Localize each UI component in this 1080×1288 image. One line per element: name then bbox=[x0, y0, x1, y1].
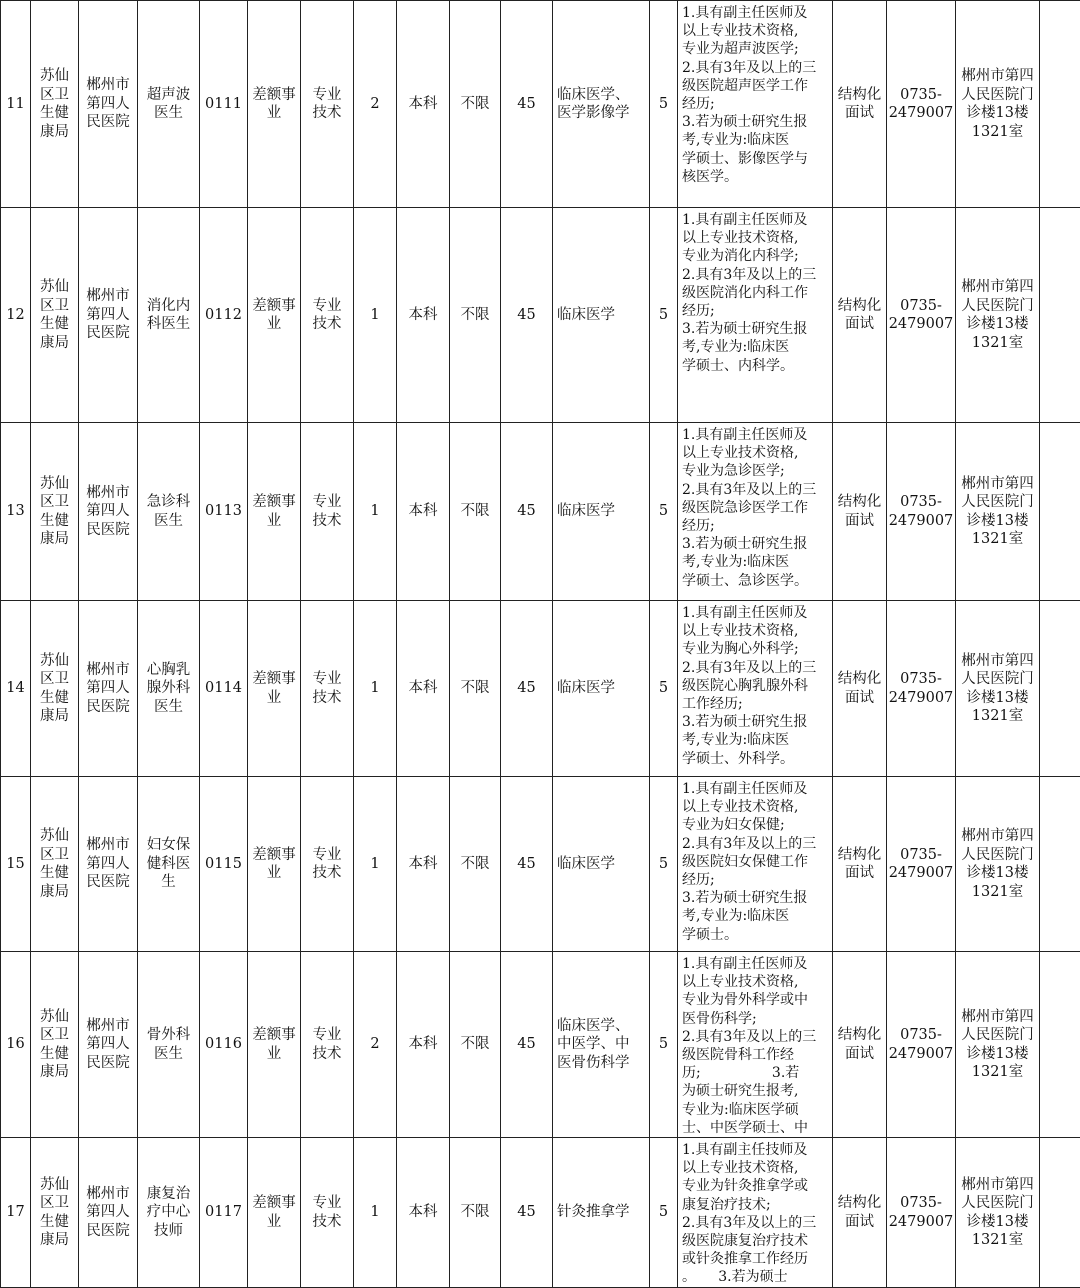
cell-no: 11 bbox=[1, 1, 31, 208]
requirement-line: 1.具有副主任医师及 bbox=[682, 211, 830, 229]
table-row bbox=[1, 777, 1080, 952]
cell-count: 1 bbox=[354, 601, 397, 777]
cell-period: 5 bbox=[650, 1138, 678, 1288]
cell-position: 妇女保 健科医 生 bbox=[138, 777, 200, 952]
cell-exam: 结构化 面试 bbox=[833, 777, 887, 952]
cell-position: 康复治 疗中心 技师 bbox=[138, 1138, 200, 1288]
requirement-line: 学硕士、外科学。 bbox=[682, 750, 830, 768]
cell-phone: 0735- 2479007 bbox=[887, 952, 956, 1138]
table-row bbox=[1, 1, 1080, 208]
cell-exam: 结构化 面试 bbox=[833, 952, 887, 1138]
cell-code: 0113 bbox=[200, 423, 248, 601]
cell-count: 1 bbox=[354, 1138, 397, 1288]
cell-position: 急诊科 医生 bbox=[138, 423, 200, 601]
cell-nature: 差额事 业 bbox=[248, 601, 301, 777]
cell-age: 45 bbox=[501, 601, 553, 777]
requirement-line: 专业为消化内科学; bbox=[682, 247, 830, 265]
cell-code: 0111 bbox=[200, 1, 248, 208]
cell-age: 45 bbox=[501, 423, 553, 601]
requirement-line: 为硕士研究生报考, bbox=[682, 1082, 830, 1100]
cell-age: 45 bbox=[501, 1, 553, 208]
cell-address: 郴州市第四 人民医院门 诊楼13楼 1321室 bbox=[956, 423, 1040, 601]
cell-major: 临床医学 bbox=[553, 601, 650, 777]
cell-period: 5 bbox=[650, 777, 678, 952]
cell-education: 本科 bbox=[397, 208, 450, 423]
requirement-line: 学硕士、内科学。 bbox=[682, 357, 830, 375]
requirement-line: 2.具有3年及以上的三 bbox=[682, 481, 830, 499]
cell-unit: 郴州市 第四人 民医院 bbox=[79, 208, 138, 423]
cell-major: 临床医学 bbox=[553, 208, 650, 423]
cell-bureau: 苏仙 区卫 生健 康局 bbox=[31, 601, 79, 777]
cell-requirements bbox=[678, 777, 833, 952]
cell-category: 专业 技术 bbox=[301, 601, 354, 777]
cell-remarks bbox=[1040, 208, 1080, 423]
cell-education: 本科 bbox=[397, 1, 450, 208]
requirement-line: 专业为:临床医学硕 bbox=[682, 1101, 830, 1119]
requirement-line: 3.若为硕士研究生报 bbox=[682, 713, 830, 731]
requirement-line: 专业为妇女保健; bbox=[682, 816, 830, 834]
requirement-line: 以上专业技术资格, bbox=[682, 22, 830, 40]
cell-remarks bbox=[1040, 1138, 1080, 1288]
cell-requirements bbox=[678, 1138, 833, 1288]
cell-age: 45 bbox=[501, 1138, 553, 1288]
cell-degree: 不限 bbox=[450, 777, 501, 952]
cell-no: 15 bbox=[1, 777, 31, 952]
cell-code: 0117 bbox=[200, 1138, 248, 1288]
requirement-line: 考,专业为:临床医 bbox=[682, 131, 830, 149]
cell-major: 临床医学、 医学影像学 bbox=[553, 1, 650, 208]
cell-position: 超声波 医生 bbox=[138, 1, 200, 208]
cell-category: 专业 技术 bbox=[301, 1138, 354, 1288]
requirement-line: 3.若为硕士研究生报 bbox=[682, 535, 830, 553]
requirement-line: 专业为针灸推拿学或 bbox=[682, 1177, 830, 1195]
cell-requirements bbox=[678, 601, 833, 777]
cell-phone: 0735- 2479007 bbox=[887, 423, 956, 601]
cell-major: 临床医学 bbox=[553, 423, 650, 601]
requirement-line: 1.具有副主任医师及 bbox=[682, 780, 830, 798]
cell-no: 14 bbox=[1, 601, 31, 777]
cell-nature: 差额事 业 bbox=[248, 1138, 301, 1288]
cell-major: 针灸推拿学 bbox=[553, 1138, 650, 1288]
cell-code: 0114 bbox=[200, 601, 248, 777]
requirement-line: 学硕士、影像医学与 bbox=[682, 150, 830, 168]
requirement-line: 以上专业技术资格, bbox=[682, 1159, 830, 1177]
cell-category: 专业 技术 bbox=[301, 952, 354, 1138]
cell-period: 5 bbox=[650, 601, 678, 777]
cell-count: 2 bbox=[354, 1, 397, 208]
requirement-line: 专业为骨外科学或中 bbox=[682, 991, 830, 1009]
cell-exam: 结构化 面试 bbox=[833, 1138, 887, 1288]
requirement-line: 级医院骨科工作经 bbox=[682, 1046, 830, 1064]
cell-unit: 郴州市 第四人 民医院 bbox=[79, 777, 138, 952]
cell-exam: 结构化 面试 bbox=[833, 208, 887, 423]
cell-phone: 0735- 2479007 bbox=[887, 1138, 956, 1288]
cell-remarks bbox=[1040, 952, 1080, 1138]
requirement-line: 以上专业技术资格, bbox=[682, 973, 830, 991]
cell-education: 本科 bbox=[397, 1138, 450, 1288]
cell-bureau: 苏仙 区卫 生健 康局 bbox=[31, 952, 79, 1138]
requirement-line: 1.具有副主任医师及 bbox=[682, 426, 830, 444]
requirement-line: 3.若为硕士研究生报 bbox=[682, 320, 830, 338]
cell-unit: 郴州市 第四人 民医院 bbox=[79, 601, 138, 777]
requirement-line: 级医院康复治疗技术 bbox=[682, 1232, 830, 1250]
cell-nature: 差额事 业 bbox=[248, 952, 301, 1138]
cell-age: 45 bbox=[501, 952, 553, 1138]
cell-major: 临床医学 bbox=[553, 777, 650, 952]
cell-unit: 郴州市 第四人 民医院 bbox=[79, 1138, 138, 1288]
cell-degree: 不限 bbox=[450, 208, 501, 423]
requirement-line: 考,专业为:临床医 bbox=[682, 338, 830, 356]
requirement-line: 核医学。 bbox=[682, 168, 830, 186]
cell-requirements bbox=[678, 1, 833, 208]
requirement-line: 3.若为硕士研究生报 bbox=[682, 889, 830, 907]
requirement-line: 经历; bbox=[682, 95, 830, 113]
cell-exam: 结构化 面试 bbox=[833, 1, 887, 208]
cell-remarks bbox=[1040, 1, 1080, 208]
requirement-line: 1.具有副主任技师及 bbox=[682, 1141, 830, 1159]
cell-category: 专业 技术 bbox=[301, 1, 354, 208]
cell-position: 消化内 科医生 bbox=[138, 208, 200, 423]
requirement-line: 考,专业为:临床医 bbox=[682, 731, 830, 749]
cell-unit: 郴州市 第四人 民医院 bbox=[79, 1, 138, 208]
cell-bureau: 苏仙 区卫 生健 康局 bbox=[31, 423, 79, 601]
cell-exam: 结构化 面试 bbox=[833, 423, 887, 601]
cell-education: 本科 bbox=[397, 601, 450, 777]
cell-position: 心胸乳 腺外科 医生 bbox=[138, 601, 200, 777]
cell-category: 专业 技术 bbox=[301, 423, 354, 601]
cell-bureau: 苏仙 区卫 生健 康局 bbox=[31, 1, 79, 208]
requirement-line: 2.具有3年及以上的三 bbox=[682, 1028, 830, 1046]
cell-nature: 差额事 业 bbox=[248, 1, 301, 208]
cell-period: 5 bbox=[650, 1, 678, 208]
requirement-line: 以上专业技术资格, bbox=[682, 444, 830, 462]
cell-period: 5 bbox=[650, 952, 678, 1138]
cell-unit: 郴州市 第四人 民医院 bbox=[79, 423, 138, 601]
requirement-line: 级医院超声医学工作 bbox=[682, 77, 830, 95]
requirement-line: 经历; bbox=[682, 302, 830, 320]
cell-age: 45 bbox=[501, 777, 553, 952]
cell-education: 本科 bbox=[397, 952, 450, 1138]
cell-address: 郴州市第四 人民医院门 诊楼13楼 1321室 bbox=[956, 777, 1040, 952]
cell-no: 16 bbox=[1, 952, 31, 1138]
requirement-line: 考,专业为:临床医 bbox=[682, 907, 830, 925]
cell-address: 郴州市第四 人民医院门 诊楼13楼 1321室 bbox=[956, 952, 1040, 1138]
requirement-line: 考,专业为:临床医 bbox=[682, 553, 830, 571]
cell-address: 郴州市第四 人民医院门 诊楼13楼 1321室 bbox=[956, 1, 1040, 208]
cell-phone: 0735- 2479007 bbox=[887, 208, 956, 423]
table-row bbox=[1, 1138, 1080, 1288]
requirement-line: 专业为胸心外科学; bbox=[682, 640, 830, 658]
requirement-line: 经历; bbox=[682, 871, 830, 889]
cell-degree: 不限 bbox=[450, 952, 501, 1138]
requirement-line: 级医院急诊医学工作 bbox=[682, 499, 830, 517]
cell-degree: 不限 bbox=[450, 1, 501, 208]
requirement-line: 2.具有3年及以上的三 bbox=[682, 659, 830, 677]
requirement-line: 医骨伤科学; bbox=[682, 1010, 830, 1028]
requirement-line: 1.具有副主任医师及 bbox=[682, 4, 830, 22]
requirement-line: 级医院消化内科工作 bbox=[682, 284, 830, 302]
requirement-line: 1.具有副主任医师及 bbox=[682, 604, 830, 622]
requirement-line: 2.具有3年及以上的三 bbox=[682, 59, 830, 77]
requirement-line: 专业为急诊医学; bbox=[682, 462, 830, 480]
cell-requirements bbox=[678, 423, 833, 601]
cell-no: 12 bbox=[1, 208, 31, 423]
requirement-line: 工作经历; bbox=[682, 695, 830, 713]
cell-degree: 不限 bbox=[450, 1138, 501, 1288]
requirement-line: 学硕士。 bbox=[682, 926, 830, 944]
cell-bureau: 苏仙 区卫 生健 康局 bbox=[31, 777, 79, 952]
cell-bureau: 苏仙 区卫 生健 康局 bbox=[31, 208, 79, 423]
cell-unit: 郴州市 第四人 民医院 bbox=[79, 952, 138, 1138]
cell-age: 45 bbox=[501, 208, 553, 423]
cell-requirements bbox=[678, 952, 833, 1138]
cell-phone: 0735- 2479007 bbox=[887, 777, 956, 952]
requirement-line: 3.若为硕士研究生报 bbox=[682, 113, 830, 131]
cell-period: 5 bbox=[650, 423, 678, 601]
cell-no: 13 bbox=[1, 423, 31, 601]
requirement-line: 学硕士、急诊医学。 bbox=[682, 572, 830, 590]
cell-code: 0112 bbox=[200, 208, 248, 423]
cell-bureau: 苏仙 区卫 生健 康局 bbox=[31, 1138, 79, 1288]
requirement-line: 或针灸推拿工作经历 bbox=[682, 1250, 830, 1268]
cell-phone: 0735- 2479007 bbox=[887, 601, 956, 777]
cell-code: 0116 bbox=[200, 952, 248, 1138]
cell-category: 专业 技术 bbox=[301, 777, 354, 952]
cell-count: 2 bbox=[354, 952, 397, 1138]
requirement-line: 专业为超声波医学; bbox=[682, 40, 830, 58]
requirement-line: 2.具有3年及以上的三 bbox=[682, 835, 830, 853]
requirement-line: 以上专业技术资格, bbox=[682, 798, 830, 816]
requirement-line: 历; 3.若 bbox=[682, 1064, 830, 1082]
requirement-line: 2.具有3年及以上的三 bbox=[682, 1214, 830, 1232]
cell-nature: 差额事 业 bbox=[248, 208, 301, 423]
requirement-line: 2.具有3年及以上的三 bbox=[682, 266, 830, 284]
cell-education: 本科 bbox=[397, 423, 450, 601]
cell-count: 1 bbox=[354, 423, 397, 601]
cell-count: 1 bbox=[354, 777, 397, 952]
cell-nature: 差额事 业 bbox=[248, 423, 301, 601]
requirement-line: 级医院心胸乳腺外科 bbox=[682, 677, 830, 695]
cell-address: 郴州市第四 人民医院门 诊楼13楼 1321室 bbox=[956, 208, 1040, 423]
cell-remarks bbox=[1040, 601, 1080, 777]
table-row bbox=[1, 423, 1080, 601]
cell-position: 骨外科 医生 bbox=[138, 952, 200, 1138]
requirement-line: 以上专业技术资格, bbox=[682, 229, 830, 247]
requirement-line: 士、中医学硕士、中 bbox=[682, 1119, 830, 1137]
cell-remarks bbox=[1040, 423, 1080, 601]
table-row bbox=[1, 208, 1080, 423]
cell-nature: 差额事 业 bbox=[248, 777, 301, 952]
table-row bbox=[1, 952, 1080, 1138]
table-row bbox=[1, 601, 1080, 777]
requirement-line: 康复治疗技术; bbox=[682, 1196, 830, 1214]
requirement-line: 。 3.若为硕士 bbox=[682, 1268, 830, 1286]
cell-phone: 0735- 2479007 bbox=[887, 1, 956, 208]
cell-address: 郴州市第四 人民医院门 诊楼13楼 1321室 bbox=[956, 1138, 1040, 1288]
cell-address: 郴州市第四 人民医院门 诊楼13楼 1321室 bbox=[956, 601, 1040, 777]
cell-remarks bbox=[1040, 777, 1080, 952]
requirement-line: 经历; bbox=[682, 517, 830, 535]
requirement-line: 级医院妇女保健工作 bbox=[682, 853, 830, 871]
cell-code: 0115 bbox=[200, 777, 248, 952]
cell-degree: 不限 bbox=[450, 601, 501, 777]
cell-category: 专业 技术 bbox=[301, 208, 354, 423]
cell-no: 17 bbox=[1, 1138, 31, 1288]
cell-exam: 结构化 面试 bbox=[833, 601, 887, 777]
cell-major: 临床医学、 中医学、中 医骨伤科学 bbox=[553, 952, 650, 1138]
cell-requirements bbox=[678, 208, 833, 423]
cell-count: 1 bbox=[354, 208, 397, 423]
requirement-line: 以上专业技术资格, bbox=[682, 622, 830, 640]
requirement-line: 1.具有副主任医师及 bbox=[682, 955, 830, 973]
cell-education: 本科 bbox=[397, 777, 450, 952]
cell-degree: 不限 bbox=[450, 423, 501, 601]
cell-period: 5 bbox=[650, 208, 678, 423]
